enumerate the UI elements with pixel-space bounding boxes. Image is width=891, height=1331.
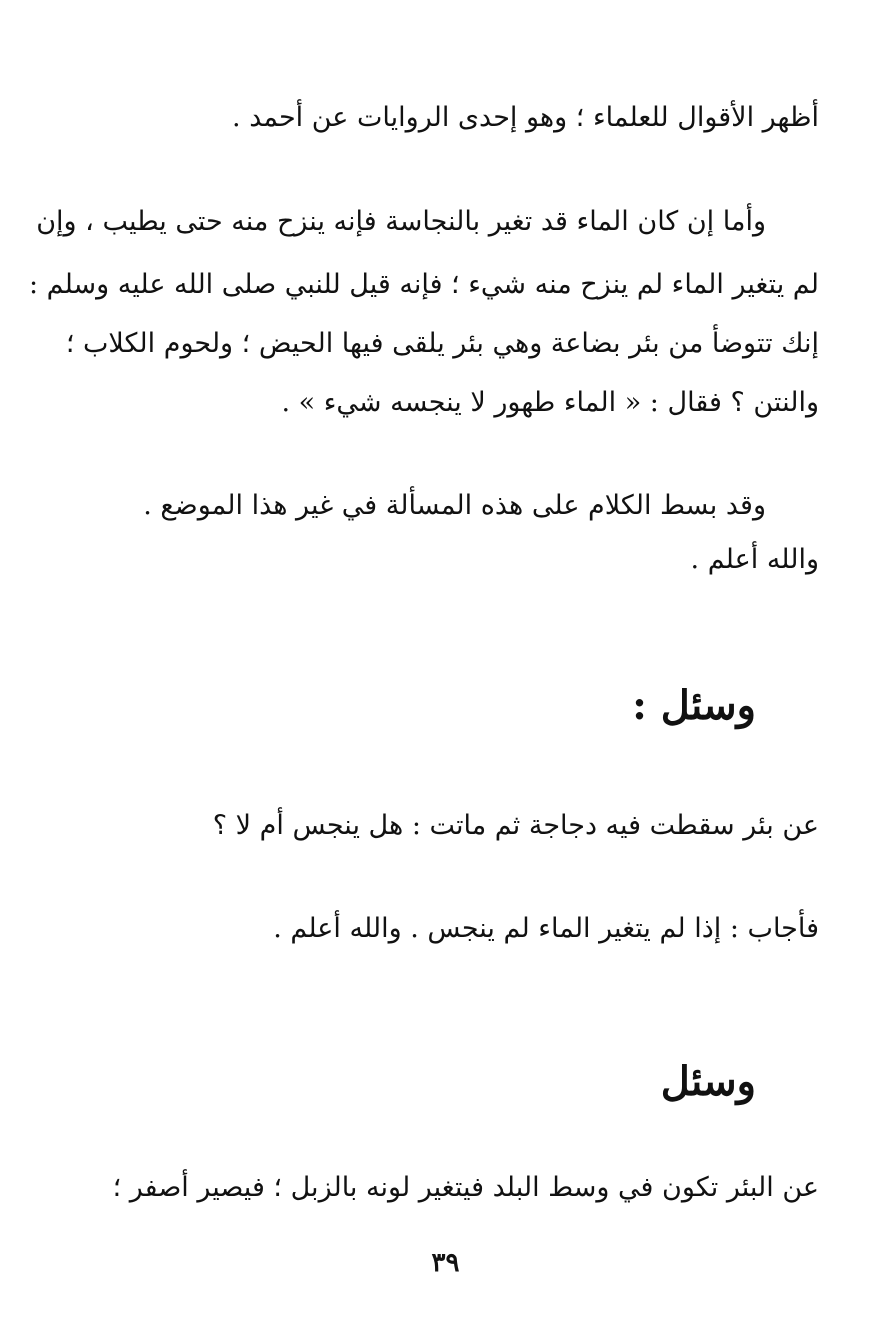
paragraph-3-line-1: وقد بسط الكلام على هذه المسألة في غير هذا الموضع . [143,490,766,521]
paragraph-3-line-2: والله أعلم . [690,544,819,575]
question-1-text: عن بئر سقطت فيه دجاجة ثم ماتت : هل ينجس أم لا ؟ [212,810,819,841]
paragraph-2-line-4: والنتن ؟ فقال : « الماء طهور لا ينجسه شيء » . [281,387,819,418]
section-heading-1: وسئل : [632,682,756,729]
page-number: ٣٩ [431,1248,460,1278]
paragraph-2-line-1: وأما إن كان الماء قد تغير بالنجاسة فإنه ينزح منه حتى يطيب ، وإن [36,206,766,237]
paragraph-2-line-2: لم يتغير الماء لم ينزح منه شيء ؛ فإنه قيل للنبي صلى الله عليه وسلم : [28,269,819,300]
question-2-text: عن البئر تكون في وسط البلد فيتغير لونه بالزبل ؛ فيصير أصفر ؛ [112,1172,819,1203]
answer-1-text: فأجاب : إذا لم يتغير الماء لم ينجس . والله أعلم . [273,913,819,944]
section-heading-2: وسئل [660,1058,756,1105]
paragraph-2-line-3: إنك تتوضأ من بئر بضاعة وهي بئر يلقى فيها الحيض ؛ ولحوم الكلاب ؛ [65,328,819,359]
paragraph-1-line-1: أظهر الأقوال للعلماء ؛ وهو إحدى الروايات عن أحمد . [232,102,819,133]
